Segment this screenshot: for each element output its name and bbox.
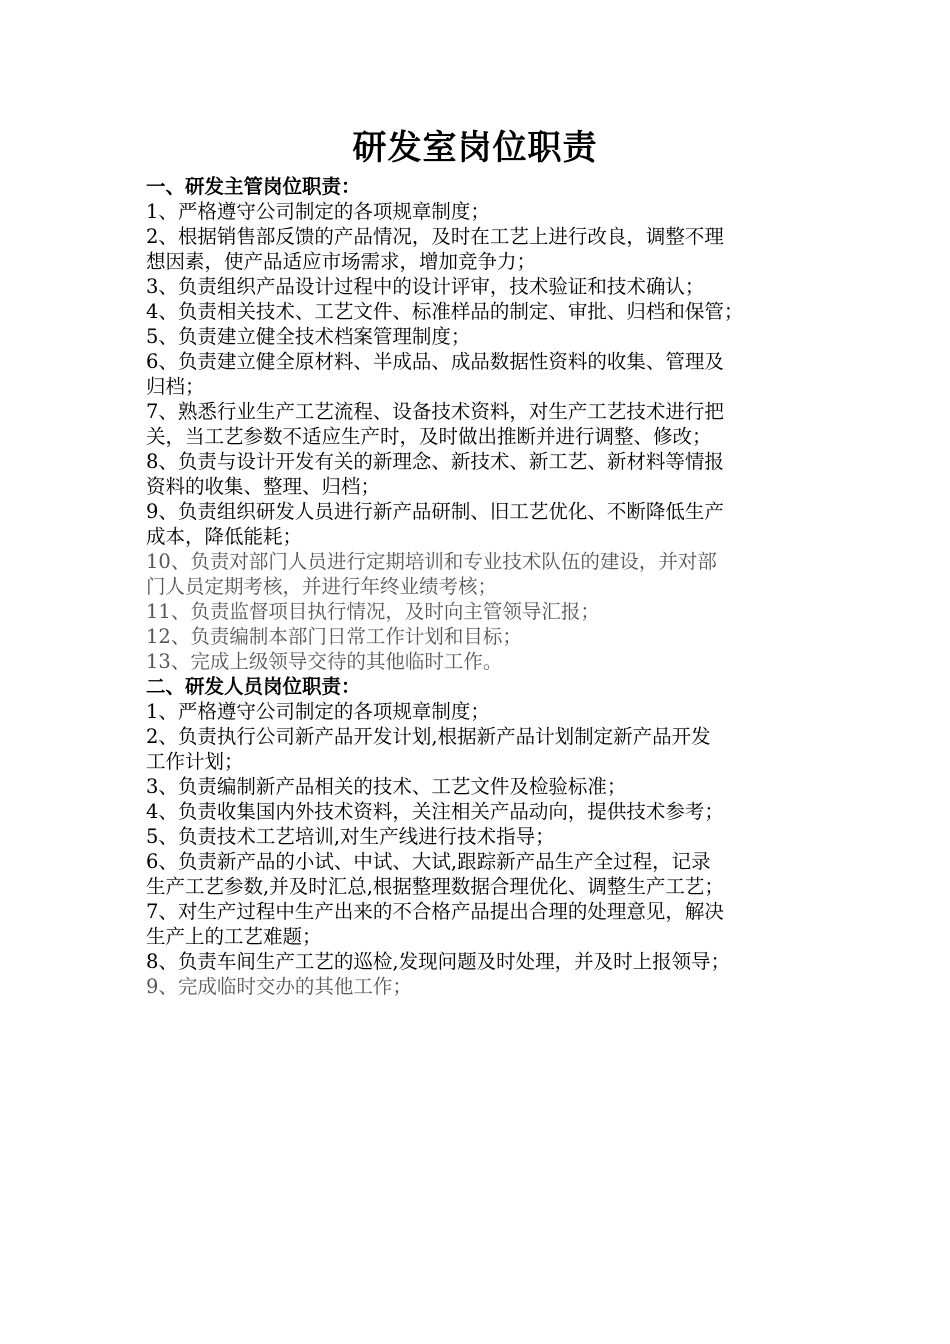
duty-item-line: 5、负责技术工艺培训,对生产线进行技术指导； bbox=[146, 825, 555, 848]
duty-item bbox=[146, 449, 811, 499]
section-heading: 二、研发人员岗位职责： bbox=[146, 675, 361, 698]
duty-item-line: 9、完成临时交办的其他工作； bbox=[146, 975, 412, 998]
duty-item bbox=[146, 949, 811, 974]
duty-item bbox=[146, 349, 811, 399]
duty-item bbox=[146, 699, 811, 724]
duty-item-line: 5、负责建立健全技术档案管理制度； bbox=[146, 325, 471, 348]
duty-item-line: 7、对生产过程中生产出来的不合格产品提出合理的处理意见，解决 bbox=[146, 900, 724, 923]
duty-item-line: 生产工艺参数,并及时汇总,根据整理数据合理优化、调整生产工艺； bbox=[146, 875, 724, 898]
duty-item-line: 8、负责与设计开发有关的新理念、新技术、新工艺、新材料等情报 bbox=[146, 450, 724, 473]
duty-item-line: 工作计划； bbox=[146, 750, 244, 773]
duty-item bbox=[146, 224, 811, 274]
section-heading: 一、研发主管岗位职责： bbox=[146, 175, 361, 198]
duty-item-line: 3、负责编制新产品相关的技术、工艺文件及检验标准； bbox=[146, 775, 627, 798]
duty-item bbox=[146, 649, 811, 674]
duty-item-line: 13、完成上级领导交待的其他临时工作。 bbox=[146, 650, 503, 673]
duty-item-line: 2、负责执行公司新产品开发计划,根据新产品计划制定新产品开发 bbox=[146, 725, 711, 748]
duty-item bbox=[146, 624, 811, 649]
duty-item-line: 资料的收集、整理、归档； bbox=[146, 475, 381, 498]
duty-item bbox=[146, 799, 811, 824]
duty-item bbox=[146, 774, 811, 799]
duty-item bbox=[146, 599, 811, 624]
duty-item-line: 门人员定期考核，并进行年终业绩考核； bbox=[146, 575, 498, 598]
duty-item-line: 关，当工艺参数不适应生产时，及时做出推断并进行调整、修改； bbox=[146, 425, 712, 448]
duty-item-line: 归档； bbox=[146, 375, 205, 398]
duty-item-line: 2、根据销售部反馈的产品情况，及时在工艺上进行改良，调整不理 bbox=[146, 225, 724, 248]
duty-item-line: 12、负责编制本部门日常工作计划和目标； bbox=[146, 625, 522, 648]
duty-item bbox=[146, 549, 811, 599]
duty-item-line: 6、负责新产品的小试、中试、大试,跟踪新产品生产全过程，记录 bbox=[146, 850, 711, 873]
duty-item-line: 想因素，使产品适应市场需求，增加竞争力； bbox=[146, 250, 537, 273]
duty-item-line: 10、负责对部门人员进行定期培训和专业技术队伍的建设，并对部 bbox=[146, 550, 717, 573]
document-body bbox=[146, 174, 811, 999]
duty-item-line: 4、负责相关技术、工艺文件、标准样品的制定、审批、归档和保管； bbox=[146, 300, 744, 323]
duty-item bbox=[146, 974, 811, 999]
duty-item bbox=[146, 324, 811, 349]
duty-item bbox=[146, 824, 811, 849]
duty-item-line: 9、负责组织研发人员进行新产品研制、旧工艺优化、不断降低生产 bbox=[146, 500, 724, 523]
duty-item-line: 8、负责车间生产工艺的巡检,发现问题及时处理，并及时上报领导； bbox=[146, 950, 731, 973]
duty-item bbox=[146, 499, 811, 549]
duty-item bbox=[146, 274, 811, 299]
duty-item-line: 3、负责组织产品设计过程中的设计评审，技术验证和技术确认； bbox=[146, 275, 705, 298]
duty-item-line: 1、严格遵守公司制定的各项规章制度； bbox=[146, 200, 490, 223]
duty-item-line: 4、负责收集国内外技术资料，关注相关产品动向，提供技术参考； bbox=[146, 800, 724, 823]
duty-item bbox=[146, 299, 811, 324]
duty-item bbox=[146, 899, 811, 949]
duty-item bbox=[146, 399, 811, 449]
duty-item-line: 生产上的工艺难题； bbox=[146, 925, 322, 948]
duty-item-line: 1、严格遵守公司制定的各项规章制度； bbox=[146, 700, 490, 723]
duty-item bbox=[146, 199, 811, 224]
duty-item bbox=[146, 724, 811, 774]
duty-item-line: 成本，降低能耗； bbox=[146, 525, 303, 548]
duty-item bbox=[146, 849, 811, 899]
duty-item-line: 7、熟悉行业生产工艺流程、设备技术资料，对生产工艺技术进行把 bbox=[146, 400, 724, 423]
duty-item-line: 6、负责建立健全原材料、半成品、成品数据性资料的收集、管理及 bbox=[146, 350, 724, 373]
duty-item-line: 11、负责监督项目执行情况，及时向主管领导汇报； bbox=[146, 600, 600, 623]
document-title: 研发室岗位职责 bbox=[352, 128, 598, 168]
